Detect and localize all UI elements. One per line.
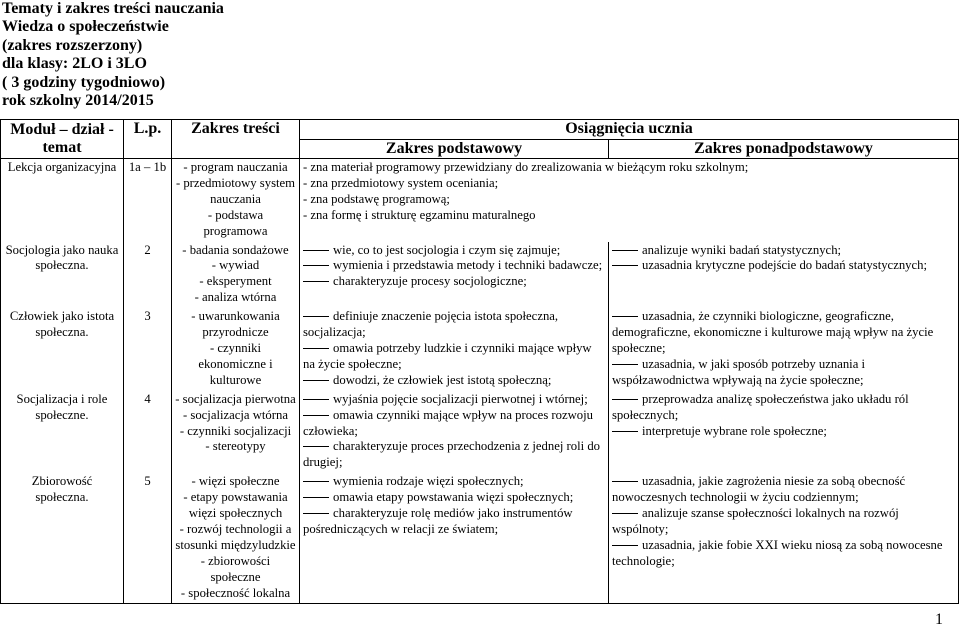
table-row — [1, 308, 959, 391]
dash-bullet — [303, 370, 329, 381]
row-content — [172, 391, 300, 474]
content-item: - czynniki socjalizacji — [179, 423, 292, 438]
row-outcomes-basic — [300, 391, 609, 474]
row-outcomes-basic — [300, 473, 609, 604]
outcome-item: uzasadnia, w jaki sposób potrzeby uznania i współzawodnictwa wpływają na życie społeczne; — [612, 357, 955, 389]
header-line-4: dla klasy: 2LO i 3LO — [2, 55, 147, 73]
content-item: - więzi społeczne — [191, 474, 280, 489]
row-topic: Socjologia jako nauka społeczna. — [1, 242, 124, 309]
row-topic: Lekcja organizacyjna — [1, 159, 124, 242]
document-header — [2, 0, 224, 110]
header-line-5: ( 3 godziny tygodniowo) — [2, 73, 166, 91]
outcome-item: wymienia i przedstawia metody i techniki badawcze; — [303, 258, 605, 274]
outcome-item: omawia etapy powstawania więzi społecznych; — [303, 490, 605, 506]
outcome-item: charakteryzuje procesy socjologiczne; — [303, 274, 605, 290]
content-item: - badania sondażowe — [182, 242, 289, 257]
outcome-item: przeprowadza analizę społeczeństwa jako układu ról społecznych; — [612, 392, 955, 424]
dash-bullet — [612, 240, 638, 251]
row-outcomes-merged — [300, 159, 959, 242]
row-content — [172, 473, 300, 604]
row-outcomes-basic — [300, 242, 609, 309]
header-content: Zakres treści — [172, 120, 300, 159]
outcome-item: uzasadnia krytyczne podejście do badań statystycznych; — [612, 258, 955, 274]
content-item: - eksperyment — [199, 274, 272, 289]
table-row — [1, 242, 959, 309]
outcome-item: charakteryzuje proces przechodzenia z jednej roli do drugiej; — [303, 439, 605, 471]
content-item: - rozwój technologii a stosunki międzyludzkie — [175, 521, 296, 552]
dash-bullet — [303, 255, 329, 266]
dash-bullet — [612, 535, 638, 546]
outcome-item: analizuje szanse społeczności lokalnych na rozwój wspólnoty; — [612, 506, 955, 538]
dash-bullet — [303, 338, 329, 349]
header-line-6: rok szkolny 2014/2015 — [2, 92, 154, 110]
content-item: - czynniki ekonomiczne i kulturowe — [198, 340, 273, 387]
dash-bullet — [612, 354, 638, 365]
row-lp: 5 — [124, 473, 172, 604]
row-lp: 1a – 1b — [124, 159, 172, 242]
row-lp: 2 — [124, 242, 172, 309]
row-topic: Człowiek jako istota społeczna. — [1, 308, 124, 391]
dash-bullet — [612, 389, 638, 400]
dash-bullet — [303, 471, 329, 482]
header-line-1: Tematy i zakres treści nauczania — [2, 0, 224, 17]
outcome-item: wie, co to jest socjologia i czym się zajmuje; — [303, 243, 605, 259]
curriculum-table — [0, 119, 959, 604]
row-outcomes-extended — [609, 473, 959, 604]
outcome-item: - zna formę i strukturę egzaminu maturalnego — [303, 207, 536, 222]
content-item: - podstawa programowa — [203, 207, 268, 238]
content-item: - uwarunkowania przyrodnicze — [191, 309, 280, 340]
dash-bullet — [612, 306, 638, 317]
row-lp: 3 — [124, 308, 172, 391]
table-row — [1, 159, 959, 242]
dash-bullet — [303, 503, 329, 514]
table-row — [1, 391, 959, 474]
content-item: - analiza wtórna — [194, 290, 277, 305]
dash-bullet — [612, 255, 638, 266]
row-outcomes-extended — [609, 391, 959, 474]
table-row — [1, 473, 959, 604]
outcome-item: wyjaśnia pojęcie socjalizacji pierwotnej i wtórnej; — [303, 392, 605, 408]
dash-bullet — [303, 271, 329, 282]
row-content — [172, 308, 300, 391]
dash-bullet — [303, 389, 329, 400]
dash-bullet — [612, 421, 638, 432]
dash-bullet — [612, 503, 638, 514]
outcome-item: uzasadnia, że czynniki biologiczne, geograficzne, demograficzne, ekonomiczne i kulturowe mają wpływ na życie społeczne; — [612, 309, 955, 357]
page-number: 1 — [935, 611, 943, 628]
outcome-item: uzasadnia, jakie fobie XXI wieku niosą za sobą nowocesne technologie; — [612, 538, 955, 570]
dash-bullet — [303, 405, 329, 416]
content-item: - przedmiotowy system nauczania — [175, 175, 296, 206]
outcome-item: interpretuje wybrane role społeczne; — [612, 424, 955, 440]
header-extended: Zakres ponadpodstawowy — [609, 139, 959, 159]
outcome-item: - zna materiał programowy przewidziany do zrealizowania w bieżącym roku szkolnym; — [303, 160, 749, 174]
outcome-item: omawia potrzeby ludzkie i czynniki mające wpływ na życie społeczne; — [303, 341, 605, 373]
outcome-item: omawia czynniki mające wpływ na proces rozwoju człowieka; — [303, 408, 605, 440]
outcome-item: wymienia rodzaje więzi społecznych; — [303, 474, 605, 490]
content-item: - zbiorowości społeczne — [200, 553, 271, 584]
content-item: - społeczność lokalna — [180, 585, 291, 600]
outcome-item: analizuje wyniki badań statystycznych; — [612, 243, 955, 259]
row-lp: 4 — [124, 391, 172, 474]
outcome-item: definiuje znaczenie pojęcia istota społeczna, socjalizacja; — [303, 309, 605, 341]
content-item: - etapy powstawania więzi społecznych — [183, 490, 288, 521]
content-item: - socjalizacja wtórna — [183, 407, 288, 422]
dash-bullet — [612, 471, 638, 482]
header-topic: Moduł – dział - temat — [1, 120, 124, 159]
content-item: - stereotypy — [205, 439, 266, 454]
header-line-3: (zakres rozszerzony) — [2, 36, 143, 54]
header-outcomes: Osiągnięcia ucznia — [300, 120, 959, 140]
row-content — [172, 159, 300, 242]
row-content — [172, 242, 300, 309]
outcome-item: - zna przedmiotowy system oceniania; — [303, 175, 499, 190]
header-line-2: Wiedza o społeczeństwie — [2, 18, 169, 36]
content-item: - socjalizacja pierwotna — [175, 391, 296, 406]
outcome-item: uzasadnia, jakie zagrożenia niesie za sobą obecność nowoczesnych technologii w życiu codziennym; — [612, 474, 955, 506]
row-outcomes-extended — [609, 242, 959, 309]
outcome-item: charakteryzuje rolę mediów jako instrumentów pośredniczących w relacji ze światem; — [303, 506, 605, 538]
header-basic: Zakres podstawowy — [300, 139, 609, 159]
row-topic: Zbiorowość społeczna. — [1, 473, 124, 604]
dash-bullet — [303, 306, 329, 317]
header-lp: L.p. — [124, 120, 172, 159]
row-topic: Socjalizacja i role społeczne. — [1, 391, 124, 474]
outcome-item: dowodzi, że człowiek jest istotą społeczną; — [303, 373, 605, 389]
row-outcomes-basic — [300, 308, 609, 391]
content-item: - wywiad — [211, 258, 260, 273]
dash-bullet — [303, 436, 329, 447]
dash-bullet — [303, 487, 329, 498]
row-outcomes-extended — [609, 308, 959, 391]
dash-bullet — [303, 240, 329, 251]
outcome-item: - zna podstawę programową; — [303, 191, 450, 206]
content-item: - program nauczania — [183, 160, 288, 174]
